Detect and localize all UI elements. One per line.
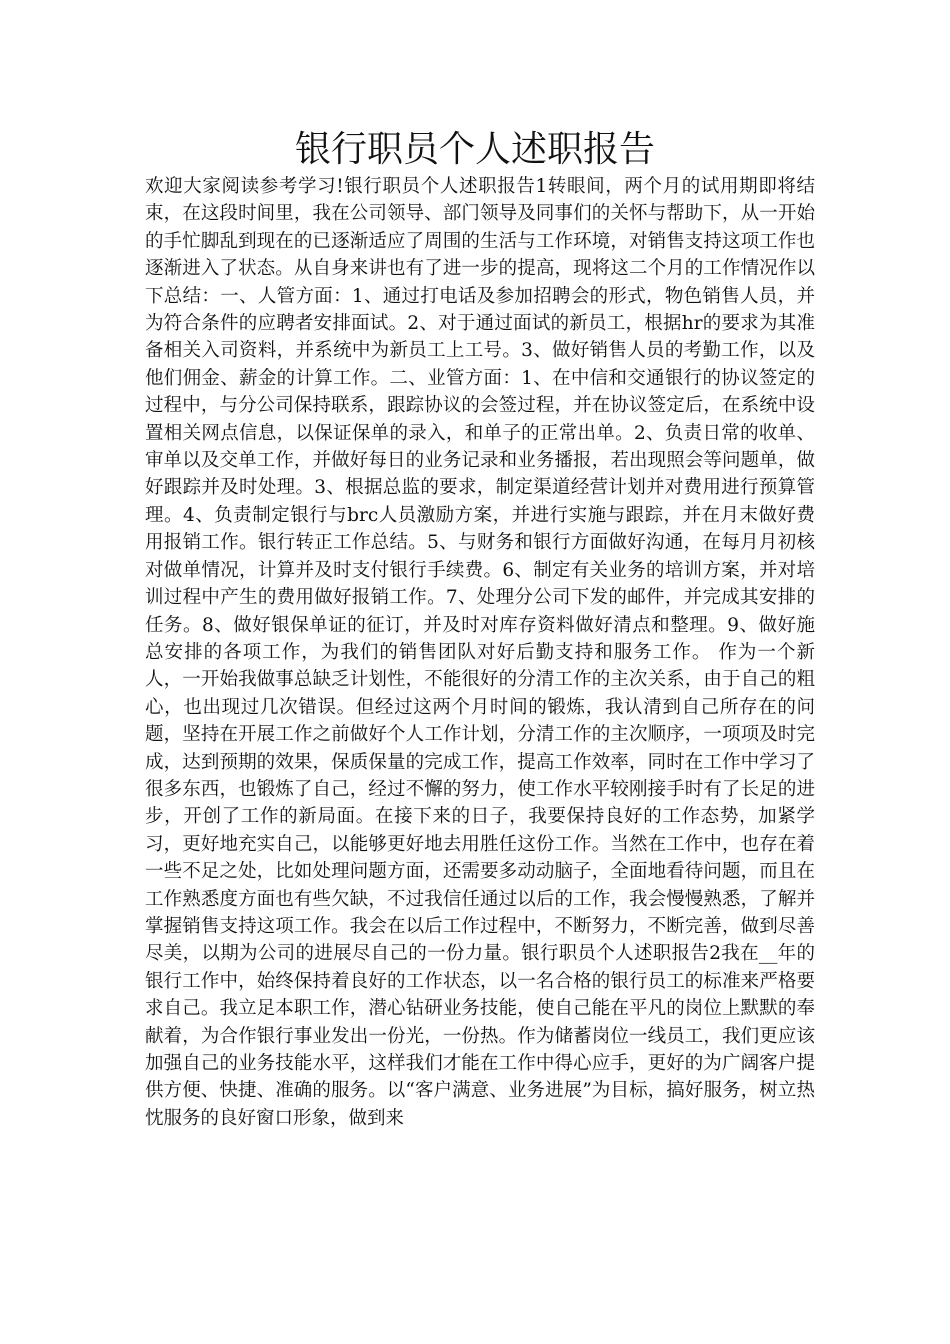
document-body: 欢迎大家阅读参考学习!银行职员个人述职报告1转眼间，两个月的试用期即将结束，在这段时间里，我在公司领导、部门领导及同事们的关怀与帮助下，从一开始的手忙脚乱到现在的已逐渐适应了周围的生活与工作环境，对销售支持这项工作也逐渐进入了状态。从自身来讲也有了进一步的提高，现将这二个月的工作情况作以下总结：一、人管方面：1、通过打电话及参加招聘会的形式，物色销售人员，并为符合条件的应聘者安排面试。2、对于通过面试的新员工，根据hr的要求为其准备相关入司资料，并系统中为新员工上工号。3、做好销售人员的考勤工作，以及他们佣金、薪金的计算工作。二、业管方面：1、在中信和交通银行的协议签定的过程中，与分公司保持联系，跟踪协议的会签过程，并在协议签定后，在系统中设置相关网点信息，以保证保单的录入，和单子的正常出单。2、负责日常的收单、审单以及交单工作，并做好每日的业务记录和业务播报，若出现照会等问题单，做好跟踪并及时处理。3、根据总监的要求，制定渠道经营计划并对费用进行预算管理。4、负责制定银行与brc人员激励方案，并进行实施与跟踪，并在月末做好费用报销工作。银行转正工作总结。5、与财务和银行方面做好沟通，在每月月初核对做单情况，计算并及时支付银行手续费。6、制定有关业务的培训方案，并对培训过程中产生的费用做好报销工作。7、处理分公司下发的邮件，并完成其安排的任务。8、做好银保单证的征订，并及时对库存资料做好清点和整理。9、做好施总安排的各项工作，为我们的销售团队对好后勤支持和服务工作。 作为一个新人，一开始我做事总缺乏计划性，不能很好的分清工作的主次关系，由于自己的粗心，也出现过几次错误。但经过这两个月时间的锻炼，我认清到自己所存在的问题，坚持在开展工作之前做好个人工作计划，分清工作的主次顺序，一项项及时完成，达到预期的效果，保质保量的完成工作，提高工作效率，同时在工作中学习了很多东西，也锻炼了自己，经过不懈的努力，使工作水平较刚接手时有了长足的进步，开创了工作的新局面。在接下来的日子，我要保持良好的工作态势，加紧学习，更好地充实自己，以能够更好地去用胜任这份工作。当然在工作中，也存在着一些不足之处，比如处理问题方面，还需要多动动脑子，全面地看待问题，而且在工作熟悉度方面也有些欠缺，不过我信任通过以后的工作，我会慢慢熟悉，了解并掌握销售支持这项工作。我会在以后工作过程中，不断努力，不断完善，做到尽善尽美，以期为公司的进展尽自己的一份力量。银行职员个人述职报告2我在__年的银行工作中，始终保持着良好的工作状态，以一名合格的银行员工的标准来严格要求自己。我立足本职工作，潜心钻研业务技能，使自己能在平凡的岗位上默默的奉献着，为合作银行事业发出一份光，一份热。作为储蓄岗位一线员工，我们更应该加强自己的业务技能水平，这样我们才能在工作中得心应手，更好的为广阔客户提供方便、快捷、准确的服务。以“客户满意、业务进展”为目标，搞好服务，树立热忱服务的良好窗口形象，做到来	[145, 176, 815, 1129]
document-title: 银行职员个人述职报告	[294, 129, 655, 170]
